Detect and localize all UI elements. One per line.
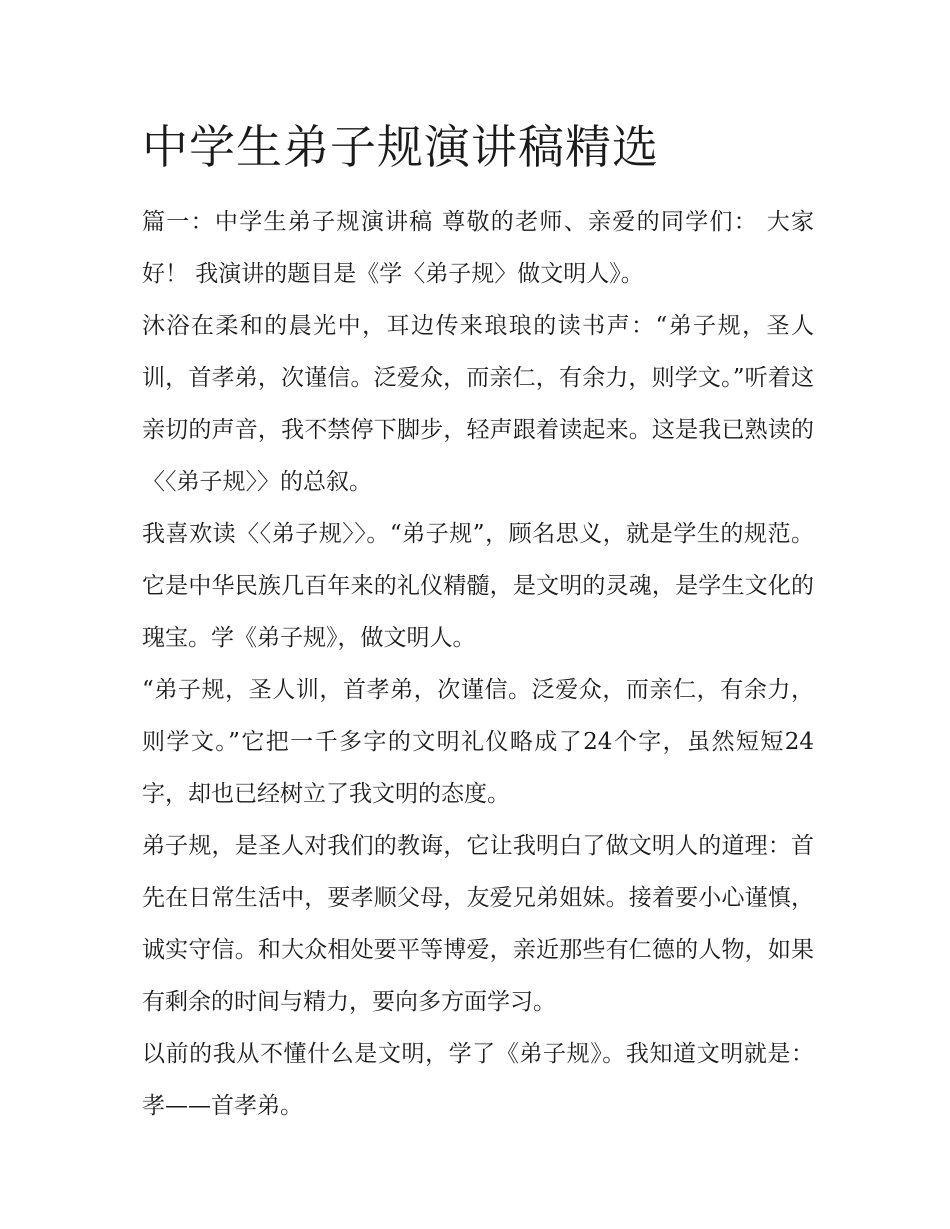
paragraph-2: 沐浴在柔和的晨光中，耳边传来琅琅的读书声：“弟子规，圣人训，首孝弟，次谨信。泛爱众，而亲仁，有余力，则学文。”听着这亲切的声音，我不禁停下脚步，轻声跟着读起来。这是我已熟读的〈〈弟子规〉〉的总叙。 [142,313,814,495]
paragraph-5: 弟子规，是圣人对我们的教诲，它让我明白了做文明人的道理：首先在日常生活中，要孝顺父母，友爱兄弟姐妹。接着要小心谨慎，诚实守信。和大众相处要平等博爱，亲近那些有仁德的人物，如果有剩余的时间与精力，要向多方面学习。 [142,833,814,1015]
paragraph-1: 篇一：中学生弟子规演讲稿 尊敬的老师、亲爱的同学们： 大家好！ 我演讲的题目是《学〈弟子规〉做文明人》。 [142,209,814,287]
paragraph-6: 以前的我从不懂什么是文明，学了《弟子规》。我知道文明就是：孝——首孝弟。 [142,1041,814,1119]
document-body [142,196,814,1132]
paragraph-3: 我喜欢读〈〈弟子规〉〉。“弟子规”，顾名思义，就是学生的规范。它是中华民族几百年来的礼仪精髓，是文明的灵魂，是学生文化的瑰宝。学《弟子规》，做文明人。 [142,521,814,651]
paragraph-4: “弟子规，圣人训，首孝弟，次谨信。泛爱众，而亲仁，有余力，则学文。”它把一千多字的文明礼仪略成了24个字，虽然短短24字，却也已经树立了我文明的态度。 [142,677,814,807]
document-title: 中学生弟子规演讲稿精选 [142,120,659,174]
